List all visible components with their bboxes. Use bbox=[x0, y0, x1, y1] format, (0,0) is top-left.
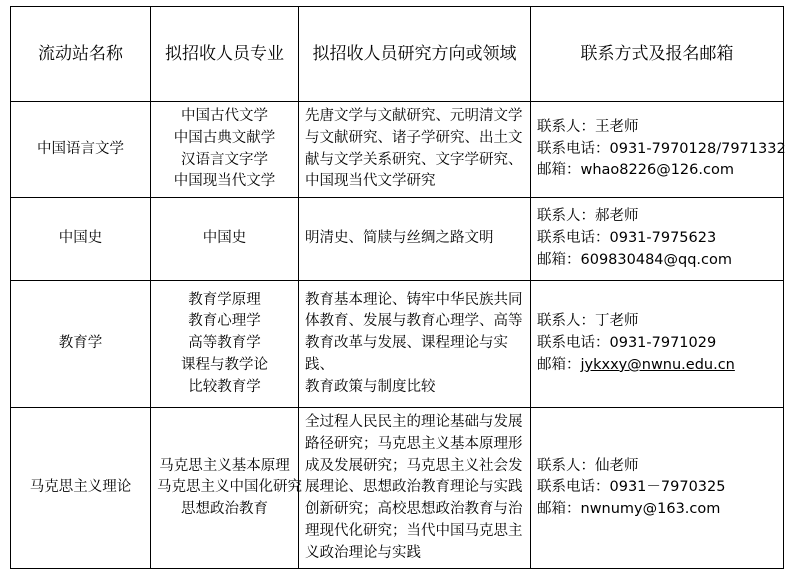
major-line: 中国史 bbox=[202, 230, 247, 247]
cell-station: 教育学 bbox=[11, 281, 151, 408]
table-body bbox=[11, 102, 784, 569]
cell-station: 中国史 bbox=[11, 198, 151, 281]
major-line: 马克思主义基本原理 bbox=[159, 457, 290, 474]
column-header-station: 流动站名称 bbox=[11, 7, 151, 102]
table-row bbox=[11, 408, 784, 569]
contact-email bbox=[537, 355, 777, 377]
cell-major bbox=[151, 198, 299, 281]
column-header-major: 拟招收人员专业 bbox=[151, 7, 299, 102]
major-line: 中国古典文献学 bbox=[173, 129, 276, 146]
contact-person: 联系人：丁老师 bbox=[537, 313, 639, 330]
contact-email: 邮箱：whao8226@126.com bbox=[537, 162, 734, 179]
field-line: 先唐文学与文献研究、元明清文学 bbox=[305, 108, 523, 124]
contact-person: 联系人：郝老师 bbox=[537, 208, 639, 225]
field-line: 全过程人民民主的理论基础与发展 bbox=[305, 414, 523, 430]
cell-major bbox=[151, 408, 302, 569]
field-line: 献与文学关系研究、文字学研究、 bbox=[305, 151, 523, 168]
table-row bbox=[11, 198, 784, 281]
contact-email-link[interactable]: jykxxy@nwnu.edu.cn bbox=[580, 356, 735, 373]
major-line: 课程与教学论 bbox=[181, 356, 268, 373]
cell-station: 马克思主义理论 bbox=[11, 408, 151, 569]
contact-email: 邮箱：609830484@qq.com bbox=[537, 251, 733, 268]
major-line: 高等教育学 bbox=[188, 335, 261, 352]
major-line: 汉语言文字学 bbox=[181, 151, 268, 168]
cell-major bbox=[151, 102, 299, 198]
table-header bbox=[11, 7, 784, 102]
field-line: 与文献研究、诸子学研究、出土文 bbox=[305, 129, 523, 146]
contact-phone: 联系电话：0931－7970325 bbox=[537, 479, 726, 496]
major-line: 思想政治教育 bbox=[181, 501, 268, 517]
cell-station: 中国语言文学 bbox=[11, 102, 151, 198]
field-line: 成及发展研究；马克思主义社会发 bbox=[305, 457, 523, 474]
field-line: 路径研究；马克思主义基本原理形 bbox=[305, 435, 523, 452]
column-header-field: 拟招收人员研究方向或领域 bbox=[299, 7, 531, 102]
field-line: 体教育、发展与教育心理学、高等 bbox=[305, 313, 523, 330]
recruitment-table bbox=[10, 6, 784, 569]
table-row bbox=[11, 281, 784, 408]
major-line: 马克思主义中国化研究 bbox=[157, 479, 302, 496]
contact-person: 联系人：仙老师 bbox=[537, 457, 639, 474]
cell-major bbox=[151, 281, 299, 408]
document-page bbox=[0, 6, 799, 561]
contact-email: 邮箱：nwnumy@163.com bbox=[537, 501, 721, 517]
contact-person: 联系人：王老师 bbox=[537, 118, 639, 135]
cell-field bbox=[299, 281, 531, 408]
contact-email-label: 邮箱： bbox=[537, 356, 581, 373]
major-line: 中国现当代文学 bbox=[173, 173, 276, 190]
contact-phone: 联系电话：0931-7975623 bbox=[537, 230, 717, 247]
field-line: 教育政策与制度比较 bbox=[305, 378, 436, 395]
table-header-row bbox=[11, 7, 784, 102]
major-line: 比较教育学 bbox=[188, 378, 261, 395]
cell-field bbox=[299, 408, 531, 569]
field-line: 创新研究；高校思想政治教育与治 bbox=[305, 501, 523, 517]
major-line: 教育心理学 bbox=[188, 313, 261, 330]
column-header-contact: 联系方式及报名邮箱 bbox=[531, 7, 784, 102]
table-row bbox=[11, 102, 784, 198]
field-line: 教育基本理论、铸牢中华民族共同 bbox=[305, 291, 523, 308]
cell-contact bbox=[531, 281, 784, 408]
field-line: 明清史、简牍与丝绸之路文明 bbox=[305, 230, 494, 247]
field-line: 展理论、思想政治教育理论与实践 bbox=[305, 479, 523, 496]
field-line: 中国现当代文学研究 bbox=[305, 173, 436, 190]
field-line: 教育改革与发展、课程理论与实践、 bbox=[305, 335, 508, 373]
cell-field bbox=[299, 102, 531, 198]
field-line: 理现代化研究；当代中国马克思主 bbox=[305, 522, 523, 539]
cell-contact bbox=[531, 198, 784, 281]
cell-contact bbox=[531, 102, 784, 198]
major-line: 教育学原理 bbox=[188, 291, 261, 308]
contact-phone: 联系电话：0931-7971029 bbox=[537, 335, 717, 352]
cell-contact bbox=[531, 408, 784, 569]
contact-phone: 联系电话：0931-7970128/7971332 bbox=[537, 140, 786, 157]
cell-field bbox=[299, 198, 531, 281]
field-line: 义政治理论与实践 bbox=[305, 544, 421, 561]
major-line: 中国古代文学 bbox=[181, 108, 268, 124]
